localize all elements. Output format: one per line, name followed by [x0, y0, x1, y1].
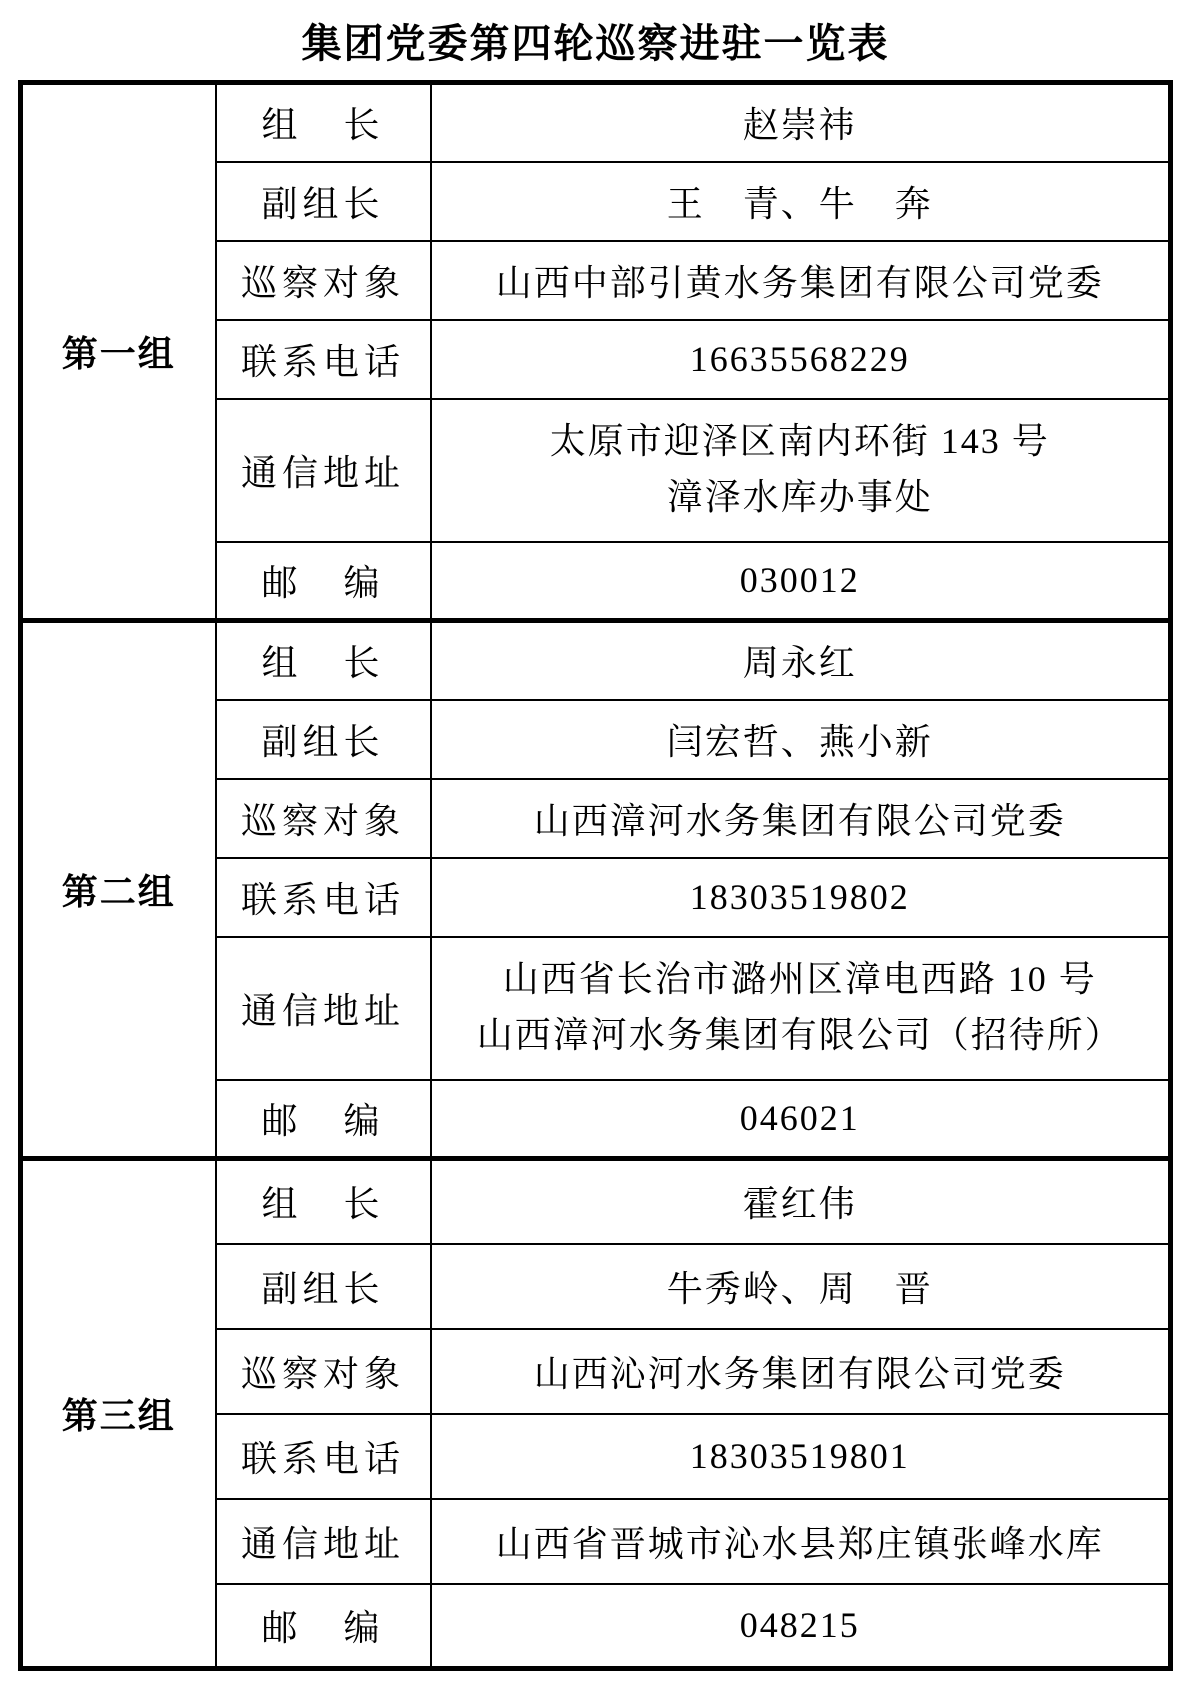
row-label-leader: 组 长	[216, 1159, 431, 1244]
page-title: 集团党委第四轮巡察进驻一览表	[301, 21, 890, 66]
table-row	[21, 621, 1171, 700]
row-label-address: 通信地址	[216, 399, 431, 542]
row-value-phone: 18303519802	[431, 858, 1171, 937]
row-value-deputy: 王 青、牛 奔	[431, 162, 1171, 241]
group-block-3	[21, 1159, 1171, 1669]
row-value-target: 山西沁河水务集团有限公司党委	[431, 1329, 1171, 1414]
row-label-address: 通信地址	[216, 1499, 431, 1584]
table-row	[21, 83, 1171, 162]
group-block-1	[21, 83, 1171, 621]
row-value-phone: 18303519801	[431, 1414, 1171, 1499]
row-value-deputy: 牛秀岭、周 晋	[431, 1244, 1171, 1329]
address-line-1: 山西省长治市潞州区漳电西路 10 号	[502, 959, 1097, 1000]
row-label-phone: 联系电话	[216, 858, 431, 937]
row-value-address	[431, 937, 1171, 1080]
row-label-phone: 联系电话	[216, 1414, 431, 1499]
row-value-leader: 霍红伟	[431, 1159, 1171, 1244]
row-value-postcode: 048215	[431, 1584, 1171, 1669]
group-name-3: 第三组	[21, 1159, 216, 1669]
row-label-postcode: 邮 编	[216, 1080, 431, 1159]
address-line-2: 漳泽水库办事处	[666, 477, 933, 517]
row-value-phone: 16635568229	[431, 320, 1171, 399]
row-label-deputy: 副组长	[216, 162, 431, 241]
group-name-1: 第一组	[21, 83, 216, 621]
row-value-target: 山西漳河水务集团有限公司党委	[431, 779, 1171, 858]
row-label-phone: 联系电话	[216, 320, 431, 399]
row-label-address: 通信地址	[216, 937, 431, 1080]
address-line-2: 山西漳河水务集团有限公司（招待所）	[476, 1015, 1123, 1055]
row-label-target: 巡察对象	[216, 779, 431, 858]
row-value-leader: 赵崇祎	[431, 83, 1171, 162]
group-name-2: 第二组	[21, 621, 216, 1159]
row-label-postcode: 邮 编	[216, 542, 431, 621]
row-value-deputy: 闫宏哲、燕小新	[431, 700, 1171, 779]
group-block-2	[21, 621, 1171, 1159]
row-label-target: 巡察对象	[216, 1329, 431, 1414]
table-row	[21, 1159, 1171, 1244]
row-value-leader: 周永红	[431, 621, 1171, 700]
row-label-deputy: 副组长	[216, 1244, 431, 1329]
row-value-address: 山西省晋城市沁水县郑庄镇张峰水库	[431, 1499, 1171, 1584]
row-value-address	[431, 399, 1171, 542]
row-label-postcode: 邮 编	[216, 1584, 431, 1669]
row-value-target: 山西中部引黄水务集团有限公司党委	[431, 241, 1171, 320]
row-value-postcode: 030012	[431, 542, 1171, 621]
inspection-roster-table	[18, 80, 1173, 1671]
row-value-postcode: 046021	[431, 1080, 1171, 1159]
row-label-deputy: 副组长	[216, 700, 431, 779]
row-label-leader: 组 长	[216, 621, 431, 700]
address-line-1: 太原市迎泽区南内环街 143 号	[549, 421, 1050, 462]
row-label-target: 巡察对象	[216, 241, 431, 320]
row-label-leader: 组 长	[216, 83, 431, 162]
